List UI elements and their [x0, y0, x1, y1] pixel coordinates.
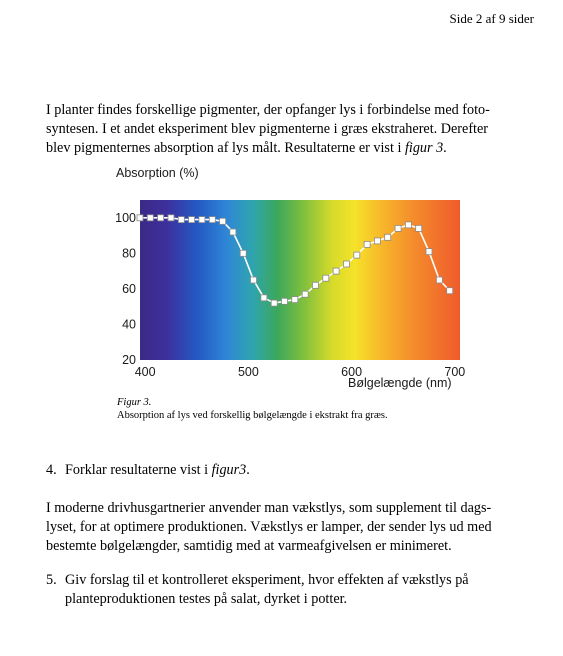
data-point: [220, 218, 226, 224]
data-point: [344, 261, 350, 267]
caption-title: Figur 3.: [117, 397, 152, 408]
data-point: [199, 217, 205, 223]
question-4-number: 4.: [46, 462, 57, 478]
question-5: [46, 571, 526, 609]
intro-paragraph: [46, 101, 526, 158]
data-point: [374, 238, 380, 244]
paragraph-2-line-2: lyset, for at optimere produktionen. Vækstlys er lamper, der sender lys ud med: [46, 519, 492, 535]
intro-line-3: blev pigmenternes absorption af lys målt. Resultaterne er vist i: [46, 140, 405, 156]
data-point: [251, 277, 257, 283]
chart-svg: [110, 160, 470, 400]
question-5-line-2: planteproduktionen testes på salat, dyrket i potter.: [65, 591, 348, 607]
question-5-number: 5.: [46, 572, 57, 588]
y-tick-label: 80: [122, 246, 136, 261]
caption-text: Absorption af lys ved forskellig bølgelængde i ekstrakt fra græs.: [117, 410, 388, 421]
data-point: [189, 217, 195, 223]
intro-end: .: [443, 140, 447, 156]
data-point: [240, 250, 246, 256]
data-point: [209, 217, 215, 223]
y-tick-labels: [115, 211, 136, 367]
data-point: [158, 215, 164, 221]
data-point: [282, 298, 288, 304]
data-point: [416, 225, 422, 231]
question-4: [46, 461, 526, 480]
question-4-end: .: [246, 462, 250, 478]
data-point: [426, 249, 432, 255]
x-tick-label: 700: [444, 365, 466, 379]
figure-reference: figur 3: [404, 140, 444, 156]
data-point: [137, 215, 143, 221]
data-point: [447, 288, 453, 294]
data-point: [436, 277, 442, 283]
y-tick-label: 40: [122, 317, 136, 332]
data-point: [271, 300, 277, 306]
y-tick-label: 20: [122, 353, 136, 367]
data-point: [364, 241, 370, 247]
data-point: [178, 217, 184, 223]
x-axis-label: Bølgelængde (nm): [348, 376, 452, 390]
question-4-figure-ref: figur3: [211, 462, 247, 478]
x-tick-label: 500: [237, 365, 259, 379]
intro-line-2: syntesen. I et andet eksperiment blev pigmenterne i græs ekstraheret. Derefter: [46, 121, 489, 137]
data-point: [323, 275, 329, 281]
y-tick-label: 100: [115, 210, 136, 225]
data-point: [395, 225, 401, 231]
data-point: [292, 297, 298, 303]
x-tick-label: 400: [134, 365, 156, 379]
question-4-text: Forklar resultaterne vist i: [65, 462, 212, 478]
data-point: [302, 291, 308, 297]
data-point: [313, 282, 319, 288]
data-point: [405, 222, 411, 228]
figure-caption: [117, 396, 388, 422]
data-point: [385, 234, 391, 240]
data-point: [333, 268, 339, 274]
absorption-chart: [110, 160, 470, 400]
data-point: [261, 295, 267, 301]
data-point: [354, 252, 360, 258]
page-number: Side 2 af 9 sider: [449, 11, 534, 26]
intro-line-1: I planter findes forskellige pigmenter, der opfanger lys i forbindelse med foto-: [46, 102, 490, 118]
data-point: [230, 229, 236, 235]
paragraph-2-line-1: I moderne drivhusgartnerier anvender man vækstlys, som supplement til dags-: [46, 500, 492, 516]
data-point: [168, 215, 174, 221]
data-point: [147, 215, 153, 221]
growth-light-paragraph: [46, 499, 526, 556]
x-tick-label: 600: [341, 365, 363, 379]
paragraph-2-line-3: bestemte bølgelængder, samtidig med at varmeafgivelsen er minimeret.: [46, 538, 452, 554]
y-tick-label: 60: [122, 281, 136, 296]
question-5-line-1: Giv forslag til et kontrolleret eksperiment, hvor effekten af vækstlys på: [65, 572, 469, 588]
spectrum-background: [140, 200, 460, 360]
y-axis-label: Absorption (%): [116, 166, 199, 180]
